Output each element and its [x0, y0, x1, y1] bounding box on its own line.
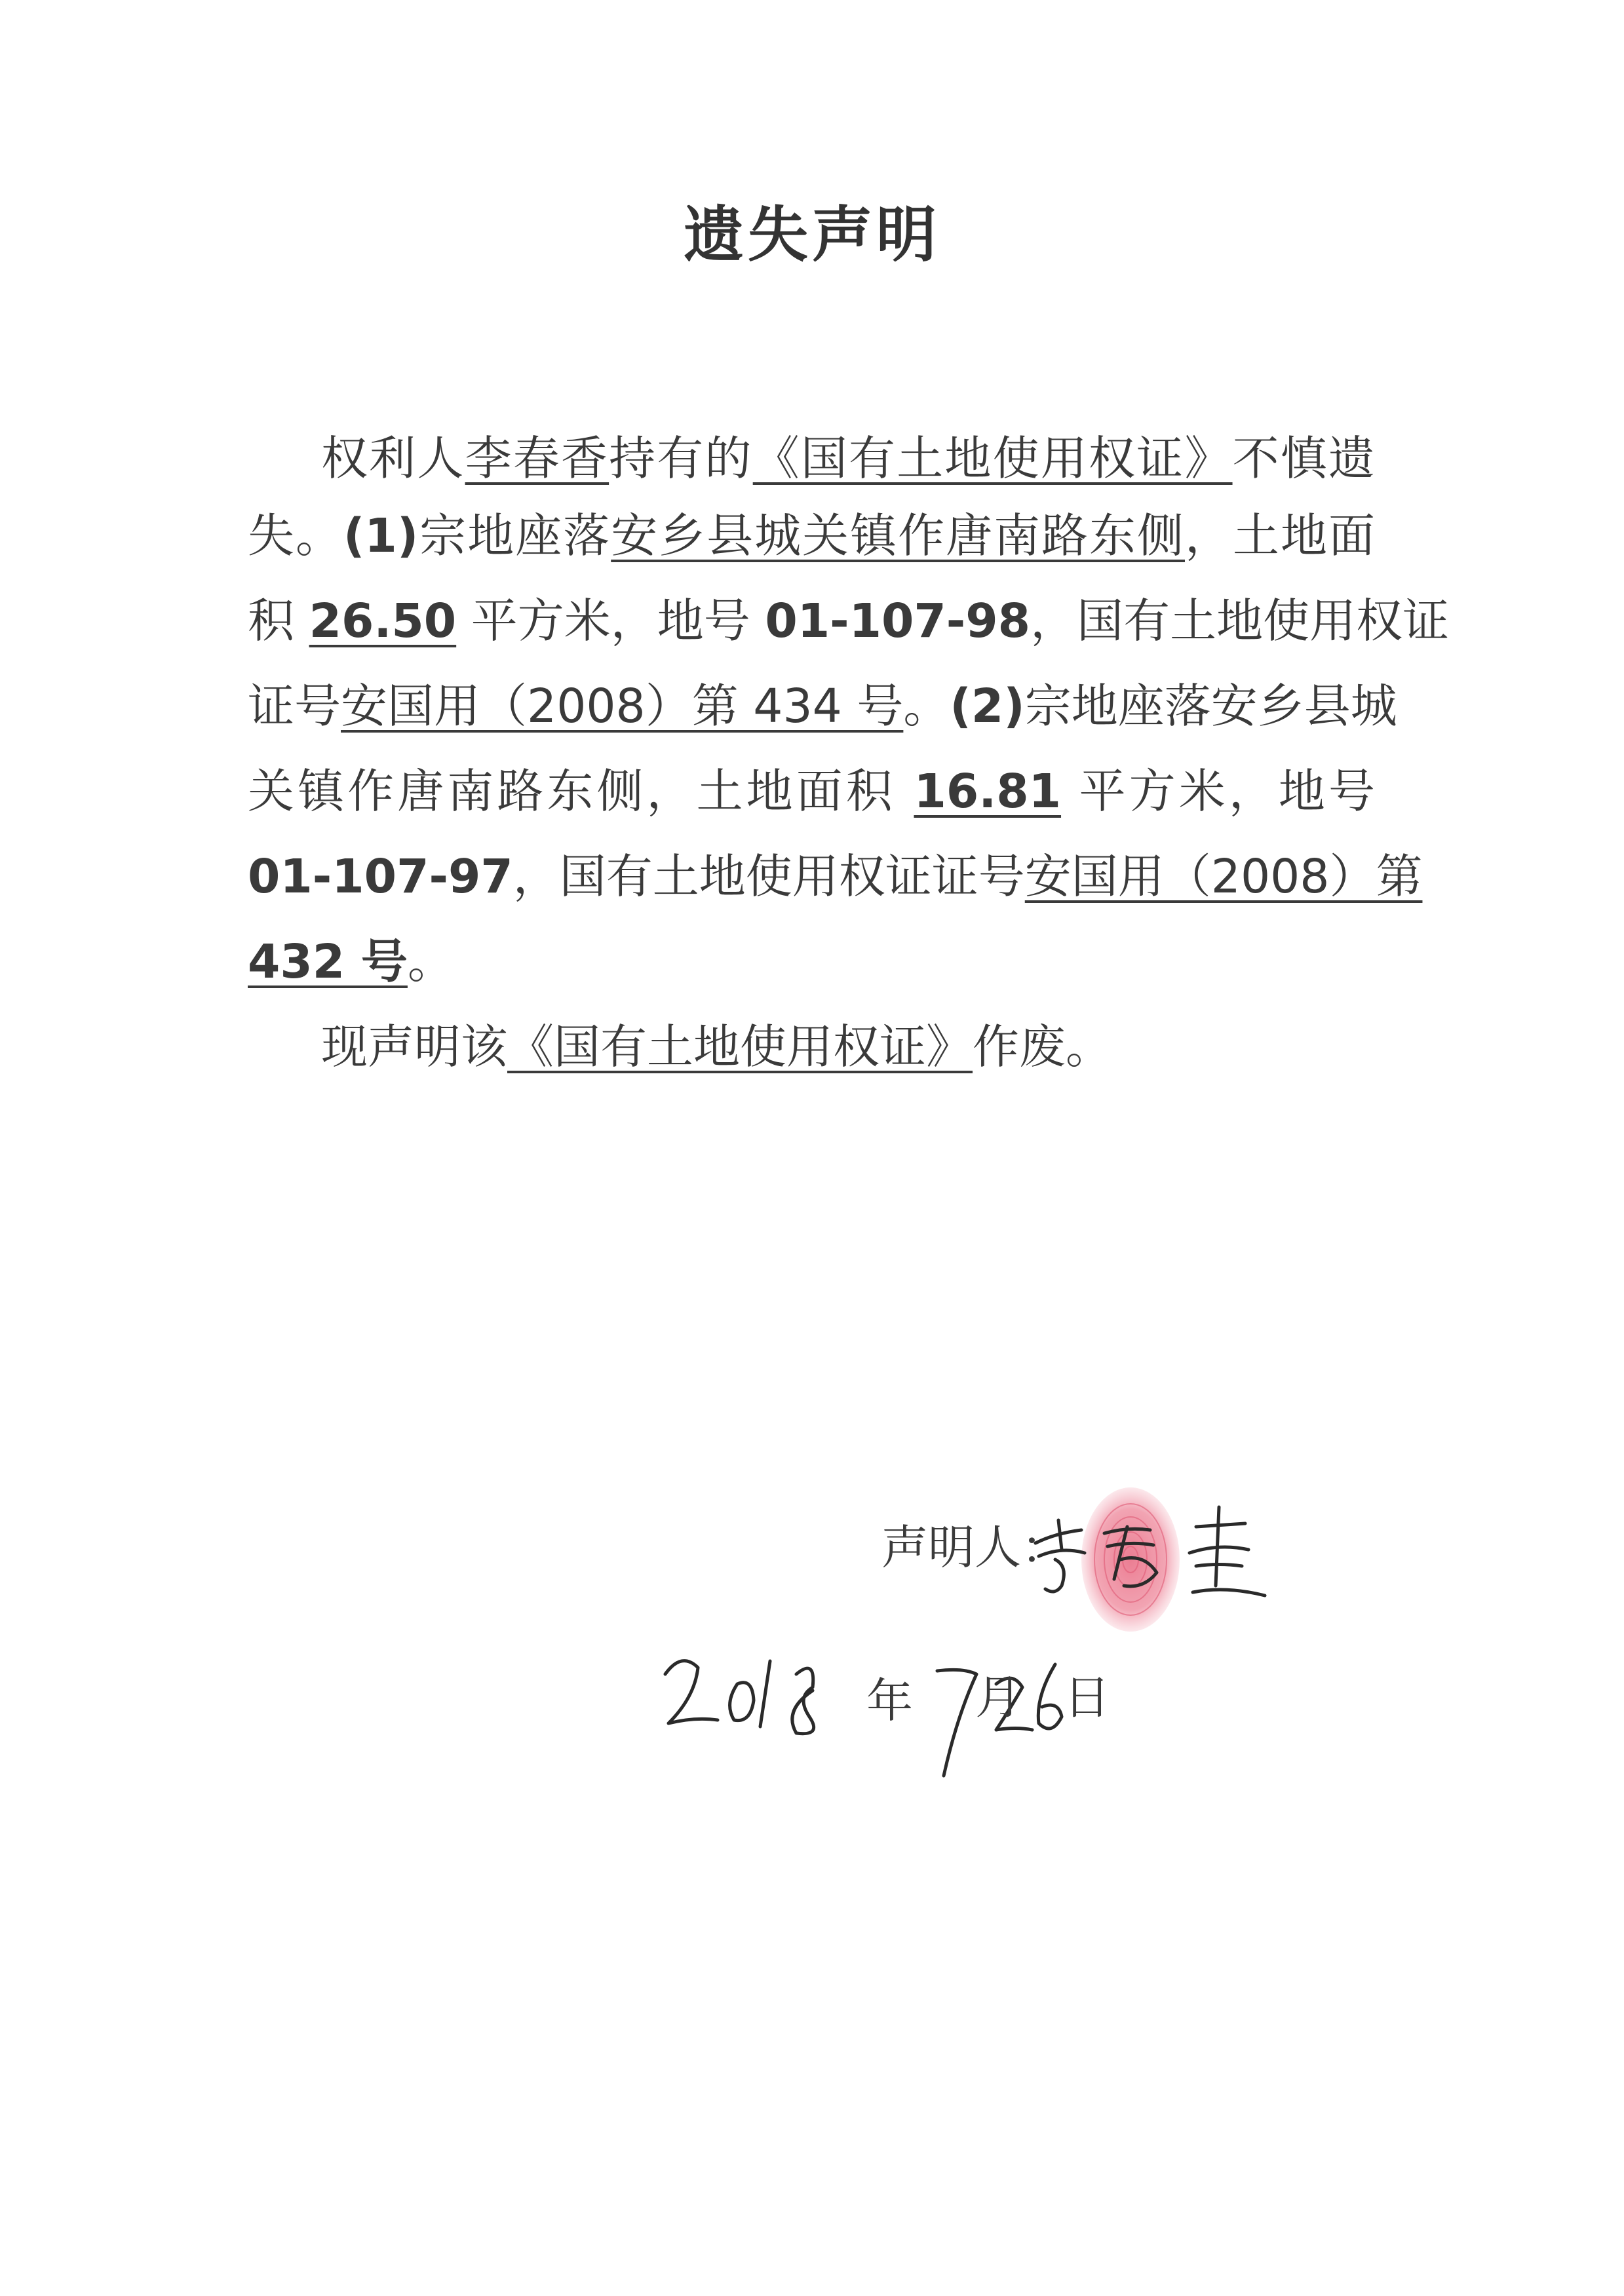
- text: ，国有土地使用权证证号: [512, 849, 1025, 904]
- text: 作废。: [973, 1020, 1113, 1074]
- text: 平方米，地号: [1061, 764, 1375, 818]
- handwritten-date: [655, 1638, 1180, 1795]
- parcel-location: 安乡县城关镇作唐南路东侧: [611, 508, 1185, 563]
- certificate-name: 《国有土地使用权证》: [507, 1020, 973, 1074]
- certificate-number: 安国用（2008）第: [1024, 849, 1423, 904]
- parcel-area: 16.81: [914, 764, 1062, 818]
- text: 平方米，地号: [456, 594, 765, 648]
- declarant-label: 声明人：: [881, 1520, 1068, 1575]
- holder-name: 李春香: [465, 431, 609, 486]
- text: 持有的: [609, 431, 753, 486]
- day-suffix: 日: [1064, 1670, 1111, 1725]
- text: 。: [903, 679, 950, 733]
- paragraph-1-line-6: [248, 844, 1423, 909]
- text: 。: [407, 934, 454, 989]
- text: 证号: [248, 679, 341, 733]
- year-suffix: 年: [866, 1674, 914, 1728]
- handwritten-signature: [1022, 1481, 1285, 1632]
- certificate-number: 安国用（2008）第 434 号: [341, 679, 904, 733]
- date-year-strokes: [665, 1661, 814, 1734]
- lot-number: 01-107-98: [765, 594, 1031, 648]
- text: 失。: [248, 508, 343, 563]
- paragraph-1-line-4: [248, 674, 1397, 739]
- paragraph-1-line-5: [248, 759, 1375, 824]
- paragraph-2: [321, 1014, 1112, 1080]
- lot-number: 01-107-97: [248, 849, 513, 904]
- date-month-strokes: [937, 1670, 976, 1776]
- text: 不慎遗: [1232, 431, 1375, 486]
- text: 宗地座落安乡县城: [1024, 679, 1397, 733]
- document-title: 遗失声明: [683, 200, 940, 270]
- certificate-name: 《国有土地使用权证》: [752, 431, 1233, 486]
- certificate-number: 432 号: [248, 934, 408, 989]
- month-suffix: 月: [975, 1670, 1022, 1725]
- text: 现声明该: [321, 1020, 508, 1074]
- item-number: (2): [950, 679, 1025, 733]
- text: ，国有土地使用权证: [1030, 594, 1450, 648]
- paragraph-1-line-7: [248, 929, 454, 995]
- paragraph-1-line-2: [248, 503, 1375, 569]
- text: 宗地座落: [418, 508, 611, 563]
- text: ，土地面: [1185, 508, 1375, 563]
- paragraph-1-line-1: [321, 426, 1375, 491]
- item-number: (1): [343, 508, 419, 563]
- parcel-area: 26.50: [309, 594, 457, 648]
- text: 关镇作唐南路东侧，土地面积: [248, 764, 914, 818]
- text: 权利人: [321, 431, 465, 486]
- text: 积: [248, 594, 309, 648]
- paragraph-1-line-3: [248, 588, 1450, 654]
